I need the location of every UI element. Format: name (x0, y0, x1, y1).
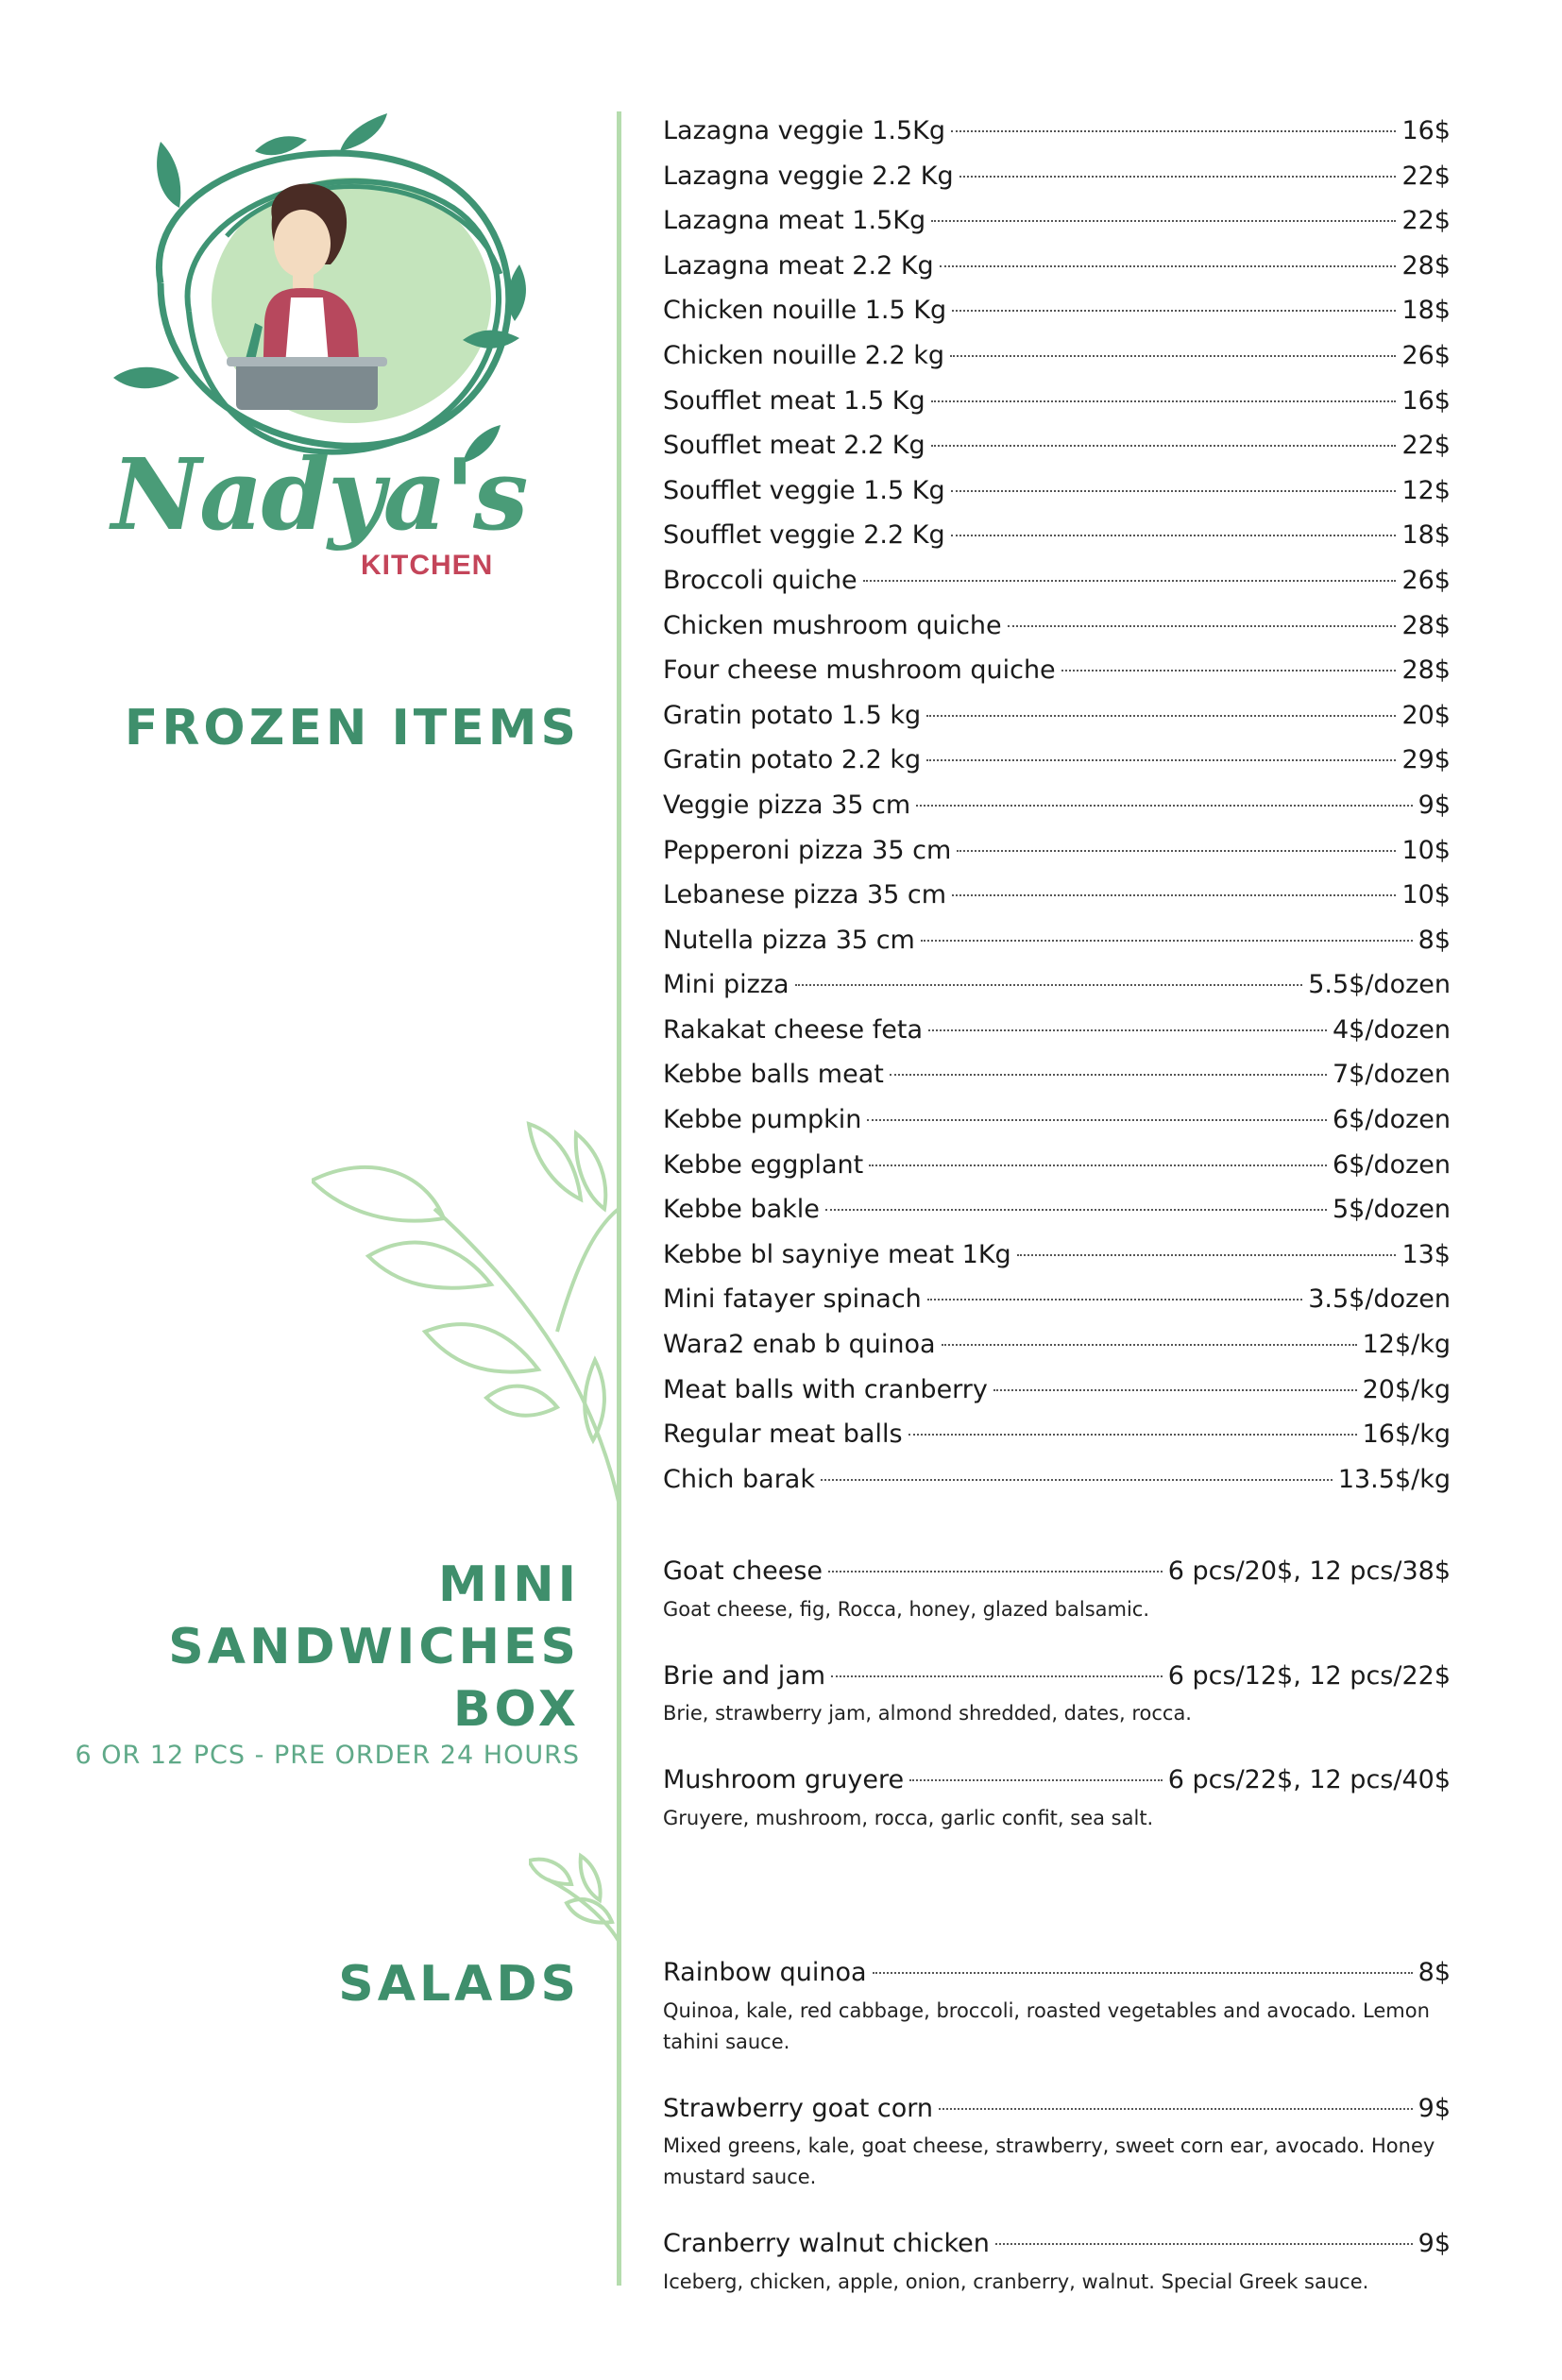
title-line: SANDWICHES (168, 1619, 580, 1675)
item-price: 26$ (1401, 340, 1451, 370)
menu-item-row (663, 423, 1451, 468)
dotted-leader (939, 2107, 1413, 2110)
menu-item-row (663, 1143, 1451, 1188)
item-price: 4$/dozen (1332, 1014, 1451, 1045)
menu-item-row (663, 2086, 1451, 2132)
dotted-leader (1017, 1253, 1397, 1256)
item-price: 6$/dozen (1332, 1149, 1451, 1180)
menu-item (663, 198, 1451, 244)
dotted-leader (916, 804, 1412, 807)
menu-item (663, 244, 1451, 289)
item-name: Kebbe balls meat (663, 1060, 884, 1090)
menu-item (663, 1549, 1451, 1625)
sandwiches-list (663, 1549, 1451, 1862)
item-price: 16$/kg (1362, 1420, 1451, 1450)
item-name: Four cheese mushroom quiche (663, 655, 1056, 686)
menu-item (663, 109, 1451, 154)
item-price: 13$ (1401, 1239, 1451, 1269)
item-price: 22$ (1401, 161, 1451, 191)
item-price: 18$ (1401, 296, 1451, 326)
menu-item (663, 873, 1451, 918)
menu-item (663, 1097, 1451, 1143)
item-name: Soufflet veggie 1.5 Kg (663, 475, 945, 505)
menu-item (663, 1758, 1451, 1834)
item-name: Gratin potato 1.5 kg (663, 700, 922, 730)
item-name: Nutella pizza 35 cm (663, 925, 915, 955)
item-name: Rakakat cheese feta (663, 1014, 923, 1045)
menu-item (663, 604, 1451, 649)
dotted-leader (940, 264, 1397, 267)
menu-item-row (663, 513, 1451, 558)
item-price: 8$ (1418, 1958, 1451, 1987)
menu-item (663, 333, 1451, 379)
item-name: Pepperoni pizza 35 cm (663, 835, 952, 865)
menu-item-row (663, 828, 1451, 874)
dotted-leader (926, 758, 1396, 761)
dotted-leader (942, 1343, 1357, 1346)
item-name: Lazagna meat 1.5Kg (663, 206, 926, 236)
menu-item (663, 1232, 1451, 1278)
mini-sandwiches-title (51, 1554, 580, 1741)
item-price: 22$ (1401, 431, 1451, 461)
menu-item-row (663, 648, 1451, 693)
dotted-leader (795, 983, 1303, 986)
item-name: Meat balls with cranberry (663, 1374, 988, 1404)
dotted-leader (951, 489, 1397, 492)
item-price: 28$ (1401, 610, 1451, 640)
menu-item-row (663, 604, 1451, 649)
menu-item-row (663, 379, 1451, 424)
item-price: 20$/kg (1362, 1374, 1451, 1404)
item-name: Regular meat balls (663, 1420, 903, 1450)
menu-item (663, 648, 1451, 693)
dotted-leader (825, 1208, 1327, 1211)
dotted-leader (821, 1478, 1333, 1481)
item-name: Mini pizza (663, 970, 789, 1000)
menu-item (663, 918, 1451, 963)
menu-item (663, 558, 1451, 604)
dotted-leader (950, 354, 1396, 357)
dotted-leader (928, 1028, 1327, 1031)
item-price: 8$ (1418, 925, 1451, 955)
item-price: 5$/dozen (1332, 1195, 1451, 1225)
menu-item-row (663, 1368, 1451, 1413)
item-name: Broccoli quiche (663, 565, 857, 595)
frozen-items-list (663, 109, 1451, 1502)
menu-item-row (663, 693, 1451, 739)
menu-item-row (663, 738, 1451, 783)
item-name: Mini fatayer spinach (663, 1284, 922, 1315)
item-price: 28$ (1401, 655, 1451, 686)
item-name: Mushroom gruyere (663, 1765, 905, 1795)
item-description: Quinoa, kale, red cabbage, broccoli, roasted vegetables and avocado. Lemon tahini sauce. (663, 1998, 1430, 2053)
menu-item-row (663, 1277, 1451, 1322)
item-name: Brie and jam (663, 1660, 826, 1691)
menu-item-row (663, 1549, 1451, 1594)
menu-item-row (663, 468, 1451, 514)
menu-item-row (663, 1654, 1451, 1699)
menu-item (663, 693, 1451, 739)
item-description: Mixed greens, kale, goat cheese, strawberry, sweet corn ear, avocado. Honey mustard sauce. (663, 2134, 1435, 2189)
menu-item-row (663, 198, 1451, 244)
menu-item-row (663, 1322, 1451, 1368)
mini-sandwiches-subtitle: 6 OR 12 PCS - PRE ORDER 24 HOURS (75, 1741, 580, 1770)
item-name: Chich barak (663, 1464, 815, 1494)
item-name: Lazagna meat 2.2 Kg (663, 250, 934, 280)
menu-item-row (663, 1412, 1451, 1457)
item-price: 26$ (1401, 565, 1451, 595)
menu-item (663, 1950, 1451, 2058)
small-leaf-decoration (529, 1851, 623, 1946)
menu-item-row (663, 1187, 1451, 1232)
menu-item (663, 379, 1451, 424)
item-name: Veggie pizza 35 cm (663, 790, 911, 820)
menu-item (663, 468, 1451, 514)
item-price: 10$ (1401, 880, 1451, 910)
brand-subtitle: KITCHEN (361, 550, 494, 581)
item-price: 6 pcs/22$, 12 pcs/40$ (1167, 1765, 1451, 1795)
menu-item (663, 1457, 1451, 1503)
menu-item (663, 1277, 1451, 1322)
item-price: 16$ (1401, 385, 1451, 416)
menu-item (663, 1008, 1451, 1053)
menu-item-row (663, 1232, 1451, 1278)
menu-item (663, 513, 1451, 558)
item-description: Goat cheese, fig, Rocca, honey, glazed balsamic. (663, 1597, 1150, 1621)
menu-item (663, 1412, 1451, 1457)
item-name: Kebbe eggplant (663, 1149, 864, 1180)
menu-item (663, 1654, 1451, 1730)
item-name: Chicken nouille 2.2 kg (663, 340, 945, 370)
item-description: Gruyere, mushroom, rocca, garlic confit, sea salt. (663, 1806, 1154, 1829)
salads-title: SALADS (338, 1956, 580, 2013)
item-price: 20$ (1401, 700, 1451, 730)
dotted-leader (909, 1778, 1163, 1781)
dotted-leader (926, 714, 1396, 717)
item-price: 7$/dozen (1332, 1060, 1451, 1090)
item-price: 10$ (1401, 835, 1451, 865)
item-name: Kebbe bakle (663, 1195, 820, 1225)
item-price: 13.5$/kg (1337, 1464, 1451, 1494)
item-name: Goat cheese (663, 1556, 823, 1586)
item-name: Soufflet veggie 2.2 Kg (663, 520, 945, 551)
dotted-leader (908, 1433, 1357, 1436)
item-price: 6$/dozen (1332, 1105, 1451, 1135)
dotted-leader (927, 1298, 1302, 1300)
item-name: Soufflet meat 2.2 Kg (663, 431, 925, 461)
menu-item-row (663, 918, 1451, 963)
menu-item (663, 1052, 1451, 1097)
item-name: Rainbow quinoa (663, 1958, 867, 1987)
menu-item (663, 1187, 1451, 1232)
item-price: 12$ (1401, 475, 1451, 505)
menu-item (663, 154, 1451, 199)
menu-item-row (663, 244, 1451, 289)
menu-item-row (663, 873, 1451, 918)
item-price: 3.5$/dozen (1308, 1284, 1451, 1315)
dotted-leader (831, 1674, 1163, 1677)
menu-item-row (663, 288, 1451, 333)
item-price: 5.5$/dozen (1308, 970, 1451, 1000)
dotted-leader (959, 175, 1397, 178)
menu-item (663, 288, 1451, 333)
item-name: Gratin potato 2.2 kg (663, 745, 922, 775)
menu-item-row (663, 154, 1451, 199)
dotted-leader (931, 444, 1397, 447)
menu-item-row (663, 783, 1451, 828)
frozen-items-title: FROZEN ITEMS (124, 700, 580, 756)
dotted-leader (951, 534, 1397, 536)
menu-item-row (663, 333, 1451, 379)
item-name: Kebbe pumpkin (663, 1105, 862, 1135)
item-price: 9$ (1418, 2229, 1451, 2259)
dotted-leader (828, 1570, 1163, 1572)
menu-item (663, 2086, 1451, 2194)
dotted-leader (931, 219, 1396, 222)
item-price: 22$ (1401, 206, 1451, 236)
item-name: Kebbe bl sayniye meat 1Kg (663, 1239, 1011, 1269)
menu-item-row (663, 1457, 1451, 1503)
menu-item-row (663, 1052, 1451, 1097)
item-name: Lazagna veggie 2.2 Kg (663, 161, 954, 191)
item-price: 9$ (1418, 2093, 1451, 2123)
item-price: 29$ (1401, 745, 1451, 775)
item-name: Strawberry goat corn (663, 2093, 933, 2123)
item-price: 12$/kg (1362, 1330, 1451, 1360)
item-price: 28$ (1401, 250, 1451, 280)
item-price: 6 pcs/20$, 12 pcs/38$ (1167, 1556, 1451, 1586)
title-line: MINI (438, 1556, 580, 1613)
leaf-branch-decoration (312, 1114, 623, 1511)
menu-item-row (663, 2221, 1451, 2267)
item-price: 18$ (1401, 520, 1451, 551)
dotted-leader (1061, 669, 1397, 672)
dotted-leader (890, 1073, 1327, 1076)
dotted-leader (931, 400, 1397, 402)
menu-item (663, 2221, 1451, 2298)
dotted-leader (957, 849, 1396, 852)
dotted-leader (921, 939, 1413, 942)
dotted-leader (869, 1164, 1327, 1166)
menu-item-row (663, 109, 1451, 154)
menu-item-row (663, 558, 1451, 604)
menu-item (663, 738, 1451, 783)
dotted-leader (993, 1388, 1357, 1391)
menu-item (663, 962, 1451, 1008)
menu-item-row (663, 962, 1451, 1008)
menu-item-row (663, 1758, 1451, 1803)
item-price: 16$ (1401, 116, 1451, 145)
item-name: Wara2 enab b quinoa (663, 1330, 936, 1360)
dotted-leader (952, 309, 1396, 312)
dotted-leader (952, 893, 1396, 896)
item-name: Lebanese pizza 35 cm (663, 880, 947, 910)
item-description: Iceberg, chicken, apple, onion, cranberry, walnut. Special Greek sauce. (663, 2270, 1369, 2293)
item-name: Chicken mushroom quiche (663, 610, 1002, 640)
title-line: BOX (452, 1681, 580, 1738)
menu-item (663, 1322, 1451, 1368)
menu-item-row (663, 1950, 1451, 1996)
dotted-leader (1008, 624, 1397, 627)
brand-name: Nadya's (111, 436, 527, 552)
menu-item (663, 423, 1451, 468)
menu-item-row (663, 1097, 1451, 1143)
dotted-leader (995, 2242, 1413, 2245)
item-name: Soufflet meat 1.5 Kg (663, 385, 925, 416)
menu-item-row (663, 1008, 1451, 1053)
dotted-leader (867, 1118, 1327, 1121)
dotted-leader (951, 129, 1396, 132)
menu-item (663, 1368, 1451, 1413)
vertical-divider (617, 111, 621, 2286)
item-description: Brie, strawberry jam, almond shredded, dates, rocca. (663, 1702, 1192, 1726)
item-price: 6 pcs/12$, 12 pcs/22$ (1167, 1660, 1451, 1691)
dotted-leader (873, 1971, 1413, 1974)
menu-item (663, 828, 1451, 874)
dotted-leader (863, 579, 1397, 582)
menu-item (663, 783, 1451, 828)
item-name: Chicken nouille 1.5 Kg (663, 296, 947, 326)
item-price: 9$ (1418, 790, 1451, 820)
salads-list (663, 1950, 1451, 2326)
item-name: Cranberry walnut chicken (663, 2229, 990, 2259)
item-name: Lazagna veggie 1.5Kg (663, 116, 946, 145)
menu-item (663, 1143, 1451, 1188)
